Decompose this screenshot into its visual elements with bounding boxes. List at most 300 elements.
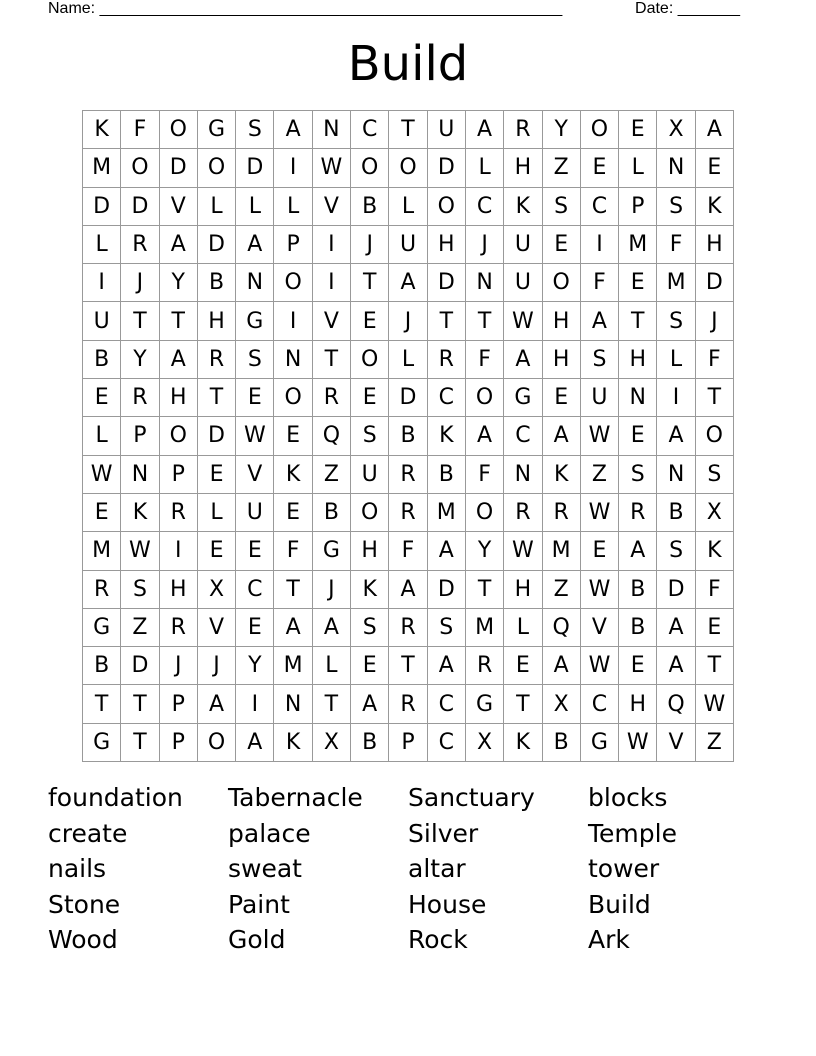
grid-cell: C bbox=[351, 111, 389, 149]
grid-cell: W bbox=[313, 149, 351, 187]
grid-cell: P bbox=[274, 226, 312, 264]
grid-cell: S bbox=[428, 609, 466, 647]
grid-cell: P bbox=[160, 456, 198, 494]
grid-cell: N bbox=[657, 149, 695, 187]
grid-cell: N bbox=[274, 341, 312, 379]
grid-cell: P bbox=[389, 724, 427, 762]
grid-cell: T bbox=[274, 571, 312, 609]
grid-cell: A bbox=[236, 226, 274, 264]
grid-cell: W bbox=[83, 456, 121, 494]
grid-cell: D bbox=[428, 264, 466, 302]
word-list-item: sweat bbox=[228, 854, 302, 883]
grid-cell: E bbox=[581, 532, 619, 570]
grid-cell: U bbox=[504, 226, 542, 264]
grid-cell: F bbox=[581, 264, 619, 302]
grid-cell: L bbox=[657, 341, 695, 379]
grid-cell: G bbox=[581, 724, 619, 762]
grid-cell: S bbox=[657, 302, 695, 340]
grid-cell: I bbox=[581, 226, 619, 264]
grid-cell: V bbox=[198, 609, 236, 647]
grid-cell: X bbox=[543, 685, 581, 723]
grid-cell: Y bbox=[121, 341, 159, 379]
grid-cell: S bbox=[351, 609, 389, 647]
grid-cell: N bbox=[657, 456, 695, 494]
grid-cell: L bbox=[619, 149, 657, 187]
grid-cell: T bbox=[83, 685, 121, 723]
grid-cell: R bbox=[389, 609, 427, 647]
grid-cell: F bbox=[466, 456, 504, 494]
grid-cell: R bbox=[160, 494, 198, 532]
grid-cell: W bbox=[581, 571, 619, 609]
grid-cell: O bbox=[351, 494, 389, 532]
grid-cell: I bbox=[274, 302, 312, 340]
grid-cell: U bbox=[504, 264, 542, 302]
grid-cell: A bbox=[466, 417, 504, 455]
grid-cell: S bbox=[657, 188, 695, 226]
grid-cell: J bbox=[351, 226, 389, 264]
grid-cell: Q bbox=[543, 609, 581, 647]
grid-cell: B bbox=[389, 417, 427, 455]
grid-cell: M bbox=[543, 532, 581, 570]
grid-cell: E bbox=[83, 379, 121, 417]
word-list-item: Temple bbox=[588, 818, 677, 848]
grid-cell: K bbox=[543, 456, 581, 494]
grid-cell: L bbox=[198, 494, 236, 532]
grid-cell: O bbox=[160, 417, 198, 455]
grid-cell: E bbox=[504, 647, 542, 685]
grid-cell: H bbox=[619, 341, 657, 379]
grid-cell: H bbox=[198, 302, 236, 340]
grid-cell: O bbox=[466, 379, 504, 417]
name-field-label: Name: ____________________________________________________ bbox=[48, 0, 563, 17]
grid-cell: A bbox=[351, 685, 389, 723]
grid-cell: A bbox=[160, 226, 198, 264]
word-list-item: Silver bbox=[408, 818, 479, 848]
grid-cell: R bbox=[389, 494, 427, 532]
grid-cell: O bbox=[198, 149, 236, 187]
grid-cell: D bbox=[121, 647, 159, 685]
grid-cell: T bbox=[198, 379, 236, 417]
grid-cell: Z bbox=[543, 571, 581, 609]
grid-cell: T bbox=[696, 379, 734, 417]
grid-cell: M bbox=[428, 494, 466, 532]
grid-cell: R bbox=[389, 685, 427, 723]
grid-cell: L bbox=[274, 188, 312, 226]
grid-cell: B bbox=[83, 341, 121, 379]
grid-cell: T bbox=[466, 571, 504, 609]
grid-cell: A bbox=[504, 341, 542, 379]
grid-cell: A bbox=[543, 647, 581, 685]
grid-cell: Y bbox=[160, 264, 198, 302]
grid-cell: O bbox=[389, 149, 427, 187]
grid-cell: H bbox=[696, 226, 734, 264]
grid-cell: F bbox=[121, 111, 159, 149]
grid-cell: B bbox=[428, 456, 466, 494]
grid-cell: R bbox=[466, 647, 504, 685]
grid-cell: Q bbox=[313, 417, 351, 455]
word-list-item: palace bbox=[228, 818, 311, 848]
grid-cell: H bbox=[160, 379, 198, 417]
grid-cell: A bbox=[274, 111, 312, 149]
grid-cell: E bbox=[619, 264, 657, 302]
grid-cell: O bbox=[351, 149, 389, 187]
grid-cell: L bbox=[198, 188, 236, 226]
grid-cell: U bbox=[389, 226, 427, 264]
grid-cell: Y bbox=[543, 111, 581, 149]
grid-cell: D bbox=[121, 188, 159, 226]
grid-cell: A bbox=[657, 417, 695, 455]
page-title: Build bbox=[347, 36, 469, 92]
grid-cell: N bbox=[504, 456, 542, 494]
grid-cell: I bbox=[83, 264, 121, 302]
word-list-item: foundation bbox=[48, 783, 183, 812]
word-list-item: nails bbox=[48, 854, 107, 883]
grid-cell: C bbox=[581, 188, 619, 226]
grid-cell: R bbox=[313, 379, 351, 417]
grid-cell: W bbox=[121, 532, 159, 570]
grid-cell: N bbox=[236, 264, 274, 302]
grid-cell: X bbox=[657, 111, 695, 149]
grid-cell: M bbox=[83, 149, 121, 187]
grid-cell: J bbox=[198, 647, 236, 685]
grid-cell: K bbox=[274, 724, 312, 762]
grid-cell: U bbox=[428, 111, 466, 149]
grid-cell: L bbox=[389, 341, 427, 379]
grid-cell: O bbox=[581, 111, 619, 149]
word-list-item: Ark bbox=[588, 925, 630, 954]
grid-cell: R bbox=[389, 456, 427, 494]
grid-cell: S bbox=[543, 188, 581, 226]
grid-cell: E bbox=[274, 494, 312, 532]
grid-cell: D bbox=[389, 379, 427, 417]
grid-cell: B bbox=[543, 724, 581, 762]
grid-cell: Z bbox=[581, 456, 619, 494]
grid-cell: H bbox=[619, 685, 657, 723]
word-list-item: tower bbox=[588, 854, 660, 883]
grid-cell: K bbox=[696, 532, 734, 570]
grid-cell: N bbox=[313, 111, 351, 149]
grid-cell: Z bbox=[121, 609, 159, 647]
grid-cell: F bbox=[696, 341, 734, 379]
grid-cell: H bbox=[543, 341, 581, 379]
grid-cell: N bbox=[619, 379, 657, 417]
grid-cell: C bbox=[581, 685, 619, 723]
grid-cell: U bbox=[83, 302, 121, 340]
grid-cell: A bbox=[160, 341, 198, 379]
grid-cell: E bbox=[619, 111, 657, 149]
grid-cell: E bbox=[351, 302, 389, 340]
grid-cell: H bbox=[504, 571, 542, 609]
grid-cell: I bbox=[160, 532, 198, 570]
grid-cell: B bbox=[619, 609, 657, 647]
grid-cell: W bbox=[504, 532, 542, 570]
grid-cell: D bbox=[160, 149, 198, 187]
word-search-grid bbox=[82, 110, 734, 762]
grid-cell: V bbox=[313, 302, 351, 340]
grid-cell: L bbox=[83, 417, 121, 455]
grid-cell: A bbox=[313, 609, 351, 647]
word-list bbox=[48, 780, 768, 958]
grid-cell: Z bbox=[313, 456, 351, 494]
grid-cell: E bbox=[274, 417, 312, 455]
grid-cell: J bbox=[121, 264, 159, 302]
grid-cell: C bbox=[466, 188, 504, 226]
word-list-item: altar bbox=[408, 854, 466, 883]
grid-cell: A bbox=[389, 571, 427, 609]
grid-cell: K bbox=[121, 494, 159, 532]
grid-cell: N bbox=[466, 264, 504, 302]
grid-cell: A bbox=[696, 111, 734, 149]
grid-cell: X bbox=[466, 724, 504, 762]
grid-cell: K bbox=[696, 188, 734, 226]
grid-cell: A bbox=[581, 302, 619, 340]
grid-cell: T bbox=[504, 685, 542, 723]
grid-cell: A bbox=[657, 609, 695, 647]
grid-cell: V bbox=[160, 188, 198, 226]
grid-cell: E bbox=[236, 532, 274, 570]
grid-cell: D bbox=[428, 571, 466, 609]
grid-cell: N bbox=[274, 685, 312, 723]
word-list-item: Tabernacle bbox=[228, 783, 363, 812]
grid-cell: R bbox=[543, 494, 581, 532]
grid-cell: S bbox=[581, 341, 619, 379]
grid-cell: H bbox=[428, 226, 466, 264]
grid-cell: D bbox=[428, 149, 466, 187]
grid-cell: A bbox=[428, 532, 466, 570]
grid-cell: T bbox=[351, 264, 389, 302]
grid-cell: A bbox=[466, 111, 504, 149]
grid-cell: D bbox=[657, 571, 695, 609]
grid-cell: X bbox=[313, 724, 351, 762]
grid-cell: G bbox=[466, 685, 504, 723]
word-list-item: Paint bbox=[228, 889, 290, 919]
grid-cell: Y bbox=[466, 532, 504, 570]
grid-cell: D bbox=[236, 149, 274, 187]
word-list-item: Stone bbox=[48, 889, 121, 919]
grid-cell: W bbox=[581, 494, 619, 532]
grid-cell: E bbox=[83, 494, 121, 532]
grid-cell: I bbox=[313, 264, 351, 302]
grid-cell: L bbox=[466, 149, 504, 187]
grid-cell: R bbox=[121, 379, 159, 417]
grid-cell: S bbox=[351, 417, 389, 455]
grid-cell: Z bbox=[543, 149, 581, 187]
grid-cell: T bbox=[313, 685, 351, 723]
grid-cell: R bbox=[160, 609, 198, 647]
grid-cell: E bbox=[198, 456, 236, 494]
grid-cell: X bbox=[198, 571, 236, 609]
grid-cell: B bbox=[198, 264, 236, 302]
grid-cell: S bbox=[619, 456, 657, 494]
grid-cell: J bbox=[313, 571, 351, 609]
grid-cell: K bbox=[351, 571, 389, 609]
grid-cell: E bbox=[696, 149, 734, 187]
grid-cell: W bbox=[696, 685, 734, 723]
grid-cell: T bbox=[696, 647, 734, 685]
grid-cell: T bbox=[121, 302, 159, 340]
grid-cell: S bbox=[657, 532, 695, 570]
grid-cell: T bbox=[466, 302, 504, 340]
grid-cell: A bbox=[236, 724, 274, 762]
grid-cell: T bbox=[619, 302, 657, 340]
grid-cell: O bbox=[543, 264, 581, 302]
grid-cell: E bbox=[581, 149, 619, 187]
grid-cell: R bbox=[198, 341, 236, 379]
grid-cell: P bbox=[160, 685, 198, 723]
grid-cell: Q bbox=[657, 685, 695, 723]
grid-cell: M bbox=[657, 264, 695, 302]
grid-cell: A bbox=[428, 647, 466, 685]
grid-cell: T bbox=[121, 685, 159, 723]
grid-cell: M bbox=[83, 532, 121, 570]
grid-cell: I bbox=[236, 685, 274, 723]
grid-cell: E bbox=[236, 609, 274, 647]
grid-cell: S bbox=[696, 456, 734, 494]
grid-cell: R bbox=[619, 494, 657, 532]
grid-cell: S bbox=[121, 571, 159, 609]
grid-cell: M bbox=[274, 647, 312, 685]
grid-cell: F bbox=[657, 226, 695, 264]
grid-cell: R bbox=[121, 226, 159, 264]
grid-cell: E bbox=[236, 379, 274, 417]
grid-cell: K bbox=[504, 724, 542, 762]
grid-cell: C bbox=[504, 417, 542, 455]
grid-cell: F bbox=[466, 341, 504, 379]
grid-cell: D bbox=[83, 188, 121, 226]
grid-cell: H bbox=[351, 532, 389, 570]
grid-cell: E bbox=[543, 226, 581, 264]
grid-cell: B bbox=[351, 724, 389, 762]
grid-cell: T bbox=[389, 111, 427, 149]
grid-cell: C bbox=[428, 685, 466, 723]
grid-cell: O bbox=[696, 417, 734, 455]
grid-cell: O bbox=[274, 264, 312, 302]
grid-cell: B bbox=[619, 571, 657, 609]
grid-cell: M bbox=[619, 226, 657, 264]
grid-cell: R bbox=[504, 494, 542, 532]
grid-cell: V bbox=[313, 188, 351, 226]
grid-cell: D bbox=[198, 417, 236, 455]
grid-cell: A bbox=[389, 264, 427, 302]
word-list-item: Rock bbox=[408, 925, 468, 954]
grid-cell: C bbox=[428, 379, 466, 417]
grid-cell: V bbox=[657, 724, 695, 762]
grid-cell: A bbox=[198, 685, 236, 723]
grid-cell: T bbox=[160, 302, 198, 340]
grid-cell: U bbox=[581, 379, 619, 417]
grid-cell: E bbox=[543, 379, 581, 417]
grid-cell: L bbox=[313, 647, 351, 685]
grid-cell: T bbox=[428, 302, 466, 340]
grid-cell: E bbox=[351, 647, 389, 685]
grid-cell: Y bbox=[236, 647, 274, 685]
grid-cell: O bbox=[121, 149, 159, 187]
grid-cell: A bbox=[543, 417, 581, 455]
grid-cell: K bbox=[504, 188, 542, 226]
grid-cell: T bbox=[121, 724, 159, 762]
grid-cell: G bbox=[83, 724, 121, 762]
grid-cell: O bbox=[351, 341, 389, 379]
grid-cell: O bbox=[428, 188, 466, 226]
word-list-item: Wood bbox=[48, 925, 118, 954]
grid-cell: J bbox=[696, 302, 734, 340]
grid-cell: F bbox=[274, 532, 312, 570]
grid-cell: N bbox=[121, 456, 159, 494]
grid-cell: L bbox=[389, 188, 427, 226]
grid-cell: J bbox=[466, 226, 504, 264]
grid-cell: K bbox=[274, 456, 312, 494]
grid-cell: I bbox=[274, 149, 312, 187]
grid-cell: K bbox=[428, 417, 466, 455]
grid-cell: Z bbox=[696, 724, 734, 762]
grid-cell: J bbox=[160, 647, 198, 685]
grid-cell: R bbox=[428, 341, 466, 379]
grid-cell: C bbox=[428, 724, 466, 762]
grid-cell: W bbox=[581, 417, 619, 455]
grid-cell: E bbox=[619, 647, 657, 685]
grid-cell: H bbox=[504, 149, 542, 187]
grid-cell: V bbox=[581, 609, 619, 647]
grid-cell: A bbox=[274, 609, 312, 647]
grid-cell: B bbox=[657, 494, 695, 532]
grid-cell: W bbox=[504, 302, 542, 340]
grid-cell: U bbox=[351, 456, 389, 494]
word-list-item: House bbox=[408, 889, 487, 919]
word-list-item: blocks bbox=[588, 783, 668, 812]
grid-cell: W bbox=[236, 417, 274, 455]
grid-cell: L bbox=[83, 226, 121, 264]
grid-cell: I bbox=[313, 226, 351, 264]
grid-cell: D bbox=[198, 226, 236, 264]
grid-cell: B bbox=[313, 494, 351, 532]
grid-cell: M bbox=[466, 609, 504, 647]
date-field-label: Date: _______ bbox=[635, 0, 740, 17]
grid-cell: O bbox=[274, 379, 312, 417]
grid-cell: W bbox=[581, 647, 619, 685]
grid-cell: O bbox=[466, 494, 504, 532]
grid-cell: B bbox=[351, 188, 389, 226]
grid-cell: E bbox=[619, 417, 657, 455]
grid-cell: B bbox=[83, 647, 121, 685]
grid-cell: H bbox=[543, 302, 581, 340]
grid-cell: E bbox=[198, 532, 236, 570]
grid-cell: R bbox=[83, 571, 121, 609]
grid-cell: A bbox=[619, 532, 657, 570]
grid-cell: L bbox=[504, 609, 542, 647]
word-list-item: Gold bbox=[228, 925, 286, 954]
grid-cell: H bbox=[160, 571, 198, 609]
grid-cell: G bbox=[198, 111, 236, 149]
grid-cell: S bbox=[236, 341, 274, 379]
grid-cell: T bbox=[389, 647, 427, 685]
grid-cell: P bbox=[121, 417, 159, 455]
grid-cell: F bbox=[696, 571, 734, 609]
grid-cell: E bbox=[696, 609, 734, 647]
grid-cell: O bbox=[160, 111, 198, 149]
grid-cell: E bbox=[351, 379, 389, 417]
word-list-item: create bbox=[48, 818, 128, 848]
grid-cell: X bbox=[696, 494, 734, 532]
grid-cell: P bbox=[160, 724, 198, 762]
grid-cell: G bbox=[504, 379, 542, 417]
grid-cell: O bbox=[198, 724, 236, 762]
grid-cell: S bbox=[236, 111, 274, 149]
grid-cell: G bbox=[313, 532, 351, 570]
grid-cell: F bbox=[389, 532, 427, 570]
grid-cell: V bbox=[236, 456, 274, 494]
grid-cell: L bbox=[236, 188, 274, 226]
grid-cell: A bbox=[657, 647, 695, 685]
